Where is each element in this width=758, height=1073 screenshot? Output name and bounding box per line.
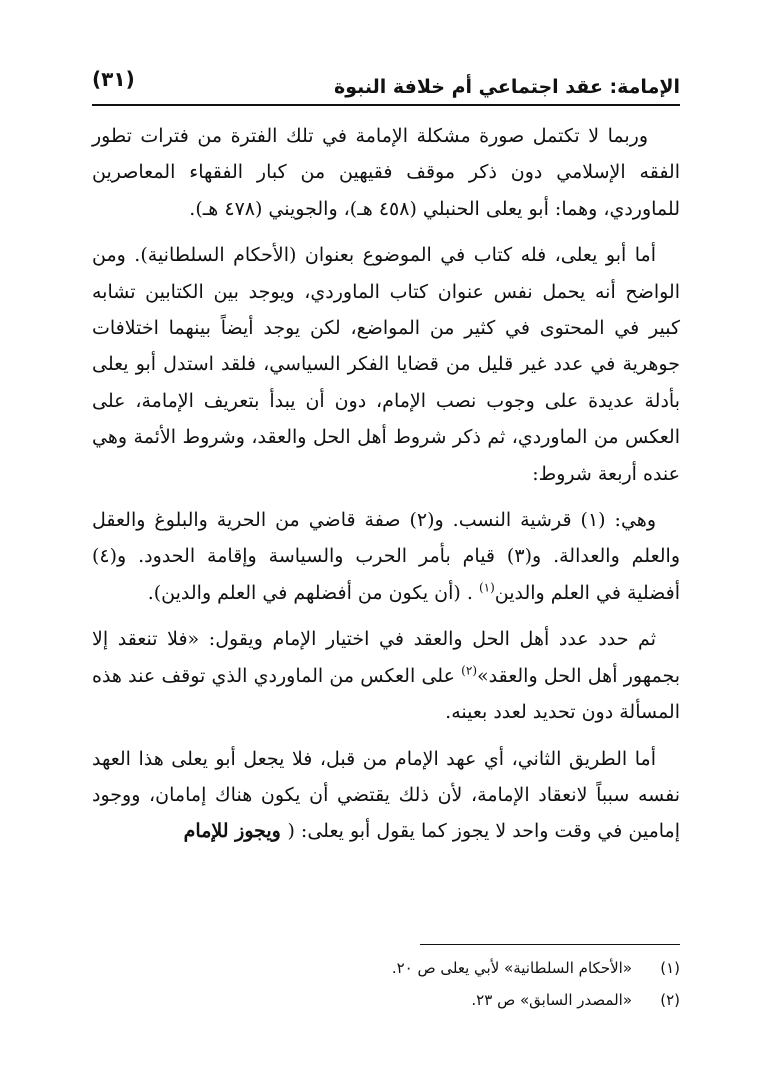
paragraph-4 [92, 621, 680, 730]
paragraph-4-text: ثم حدد عدد أهل الحل والعقد في اختيار الإمام ويقول: «فلا تنعقد إلا بجمهور أهل الحل والعقد» [92, 628, 680, 687]
running-title: الإمامة: عقد اجتماعي أم خلافة النبوة [334, 76, 680, 98]
body-text [92, 118, 680, 860]
footnote-2-number: (٢) [660, 991, 680, 1009]
paragraph-3 [92, 502, 680, 611]
paragraph-3-text: وهي: (١) قرشية النسب. و(٢) صفة قاضي من الحرية والبلوغ والعقل والعلم والعدالة. و(٣) قيام بأمر الحرب والسياسة وإقامة الحدود. و(٤) أفضلية في العلم والدين [92, 509, 680, 604]
footnote-1-number: (١) [660, 959, 680, 977]
page-number: (٣١) [92, 67, 135, 91]
page-header [92, 58, 680, 102]
paragraph-5 [92, 741, 680, 850]
footnote-ref-2[interactable]: (٢) [461, 663, 477, 678]
footnote-2 [92, 984, 680, 1016]
paragraph-5-bold-tail: ويجوز للإمام [183, 820, 288, 843]
footnote-divider [420, 944, 680, 945]
paragraph-2: أما أبو يعلى، فله كتاب في الموضوع بعنوان (الأحكام السلطانية). ومن الواضح أنه يحمل نفس عنوان كتاب الماوردي، ويوجد بين الكتابين تشابه كبير في المحتوى في كثير من المواضع، لكن يوجد أيضاً بينهما اختلافات جوهرية في عدد غير قليل من قضايا الفكر السياسي، فلقد استدل أبو يعلى بأدلة عديدة على وجوب نصب الإمام، دون أن يبدأ بتعريف الإمامة، على العكس من الماوردي، ثم ذكر شروط أهل الحل والعقد، وشروط الأئمة وهي عنده أربعة شروط: [92, 244, 680, 485]
footnote-2-text: «المصدر السابق» ص ٢٣. [471, 991, 632, 1009]
footnote-ref-1[interactable]: (١) [478, 580, 495, 595]
footnotes [92, 952, 680, 1016]
footnote-1-text: «الأحكام السلطانية» لأبي يعلى ص ٢٠. [391, 959, 632, 977]
paragraph-3-tail: . (أن يكون من أفضلهم في العلم والدين). [147, 581, 479, 604]
paragraph-4-tail: على العكس من الماوردي الذي توقف عند هذه المسألة دون تحديد لعدد بعينه. [92, 664, 680, 724]
paragraph-1: وربما لا تكتمل صورة مشكلة الإمامة في تلك الفترة من فترات تطور الفقه الإسلامي دون ذكر موقف فقيهين من كبار الفقهاء المعاصرين للماوردي، وهما: أبو يعلى الحنبلي (٤٥٨ هـ)، والجويني (٤٧٨ هـ). [92, 125, 680, 220]
footnote-1 [92, 952, 680, 984]
paragraph-5-text: أما الطريق الثاني، أي عهد الإمام من قبل، فلا يجعل أبو يعلى هذا العهد نفسه سبباً لانعقاد الإمامة، لأن ذلك يقتضي أن يكون هناك إمامان، ووجود إمامين في وقت واحد لا يجوز كما يقول أبو يعلى: ( [92, 747, 680, 843]
header-divider [92, 104, 680, 106]
